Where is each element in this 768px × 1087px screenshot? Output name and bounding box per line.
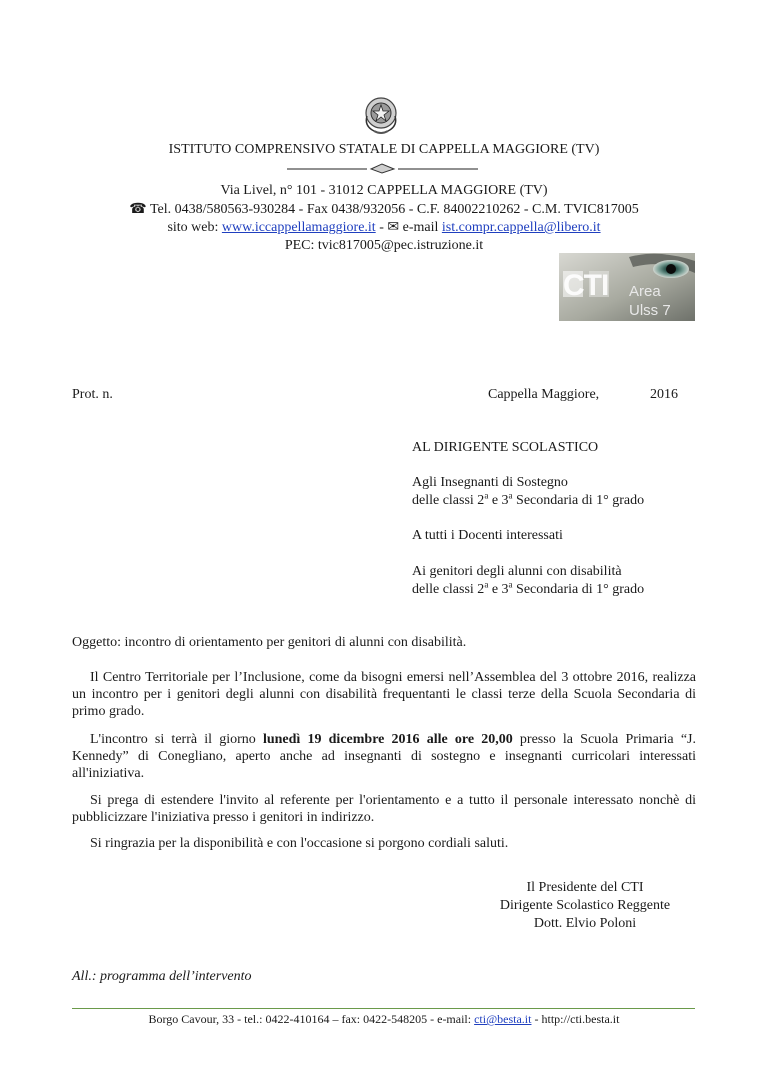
contacts-line <box>0 201 768 219</box>
recipient-sostegno-classes <box>412 492 644 509</box>
classes-suffix: Secondaria di 1° grado <box>512 582 645 597</box>
email-label: e-mail <box>399 220 442 235</box>
recipient-dirigente: AL DIRIGENTE SCOLASTICO <box>412 440 599 455</box>
recipient-docenti: A tutti i Docenti interessati <box>412 528 563 543</box>
website-link[interactable]: www.iccappellamaggiore.it <box>221 220 376 235</box>
email-link[interactable]: ist.compr.cappella@libero.it <box>441 220 601 235</box>
footer-email-link[interactable]: cti@besta.it <box>474 1012 532 1026</box>
place-label: Cappella Maggiore, <box>488 387 600 402</box>
signature-role: Dirigente Scolastico Reggente <box>499 898 671 913</box>
recipient-genitori: Ai genitori degli alunni con disabilità <box>412 564 622 579</box>
area-logo-text: Area <box>629 283 661 300</box>
protocol-number: Prot. n. <box>72 387 113 402</box>
attachment-note: All.: programma dell’intervento <box>72 969 252 984</box>
paragraph-2-start: L'incontro si terrà il giorno <box>90 732 263 747</box>
meeting-date: lunedì 19 dicembre 2016 alle ore 20,00 <box>262 732 513 747</box>
paragraph-3: Si prega di estendere l'invito al referente per l'orientamento e a tutto il personale interessato nonchè di pubblicizzare l'iniziativa presso i genitori in indirizzo. <box>72 793 696 825</box>
ordinal-sup: a <box>484 579 489 590</box>
footer-address: Borgo Cavour, 33 - tel.: 0422-410164 – fax: 0422-548205 - e-mail: <box>148 1012 475 1026</box>
signature-title: Il Presidente del CTI <box>526 880 644 895</box>
cti-logo <box>559 253 695 321</box>
ordinal-sup: a <box>508 490 513 501</box>
year: 2016 <box>650 387 678 402</box>
recipient-genitori-classes <box>412 581 644 598</box>
contacts-text: Tel. 0438/580563-930284 - Fax 0438/932056 - C.F. 84002210262 - C.M. TVIC817005 <box>149 202 639 217</box>
envelope-icon: ✉ <box>387 220 400 235</box>
classes-mid: e 3 <box>488 582 509 597</box>
cti-logo-text: CTI <box>563 269 609 302</box>
pec-line: PEC: tvic817005@pec.istruzione.it <box>284 238 484 253</box>
footer-divider <box>72 1008 695 1009</box>
institute-address: Via Livel, n° 101 - 31012 CAPPELLA MAGGIORE (TV) <box>220 183 548 198</box>
paragraph-2 <box>72 731 696 782</box>
phone-icon: ☎ <box>129 202 147 217</box>
recipient-sostegno: Agli Insegnanti di Sostegno <box>412 475 568 490</box>
ornament-divider <box>287 162 478 174</box>
ordinal-sup: a <box>508 579 513 590</box>
web-email-line <box>0 219 768 237</box>
classes-prefix: delle classi 2 <box>412 582 485 597</box>
web-label: sito web: <box>167 220 219 235</box>
footer-website: - http://cti.besta.it <box>531 1012 620 1026</box>
footer <box>0 1012 768 1027</box>
institute-name: ISTITUTO COMPRENSIVO STATALE DI CAPPELLA MAGGIORE (TV) <box>168 142 600 157</box>
paragraph-1: Il Centro Territoriale per l’Inclusione, come da bisogni emersi nell’Assemblea del 3 ottobre 2016, realizza un incontro per i genitori degli alunni con disabilità frequentanti le classi terze della Scuola Secondaria di primo grado. <box>72 670 696 719</box>
italian-republic-emblem-icon <box>362 94 400 136</box>
paragraph-4: Si ringrazia per la disponibilità e con l'occasione si porgono cordiali saluti. <box>90 836 509 851</box>
classes-suffix: Secondaria di 1° grado <box>512 493 645 508</box>
paragraph-2-end: presso la Scuola Primaria “J. Kennedy” di Conegliano, aperto anche ad insegnanti di sostegno e insegnanti curricolari interessati all'iniziativa. <box>72 732 696 781</box>
classes-mid: e 3 <box>488 493 509 508</box>
classes-prefix: delle classi 2 <box>412 493 485 508</box>
ulss-logo-text: Ulss 7 <box>629 302 671 319</box>
ordinal-sup: a <box>484 490 489 501</box>
separator: - <box>375 220 388 235</box>
signature-name: Dott. Elvio Poloni <box>533 916 637 931</box>
subject-line: Oggetto: incontro di orientamento per genitori di alunni con disabilità. <box>72 635 467 650</box>
